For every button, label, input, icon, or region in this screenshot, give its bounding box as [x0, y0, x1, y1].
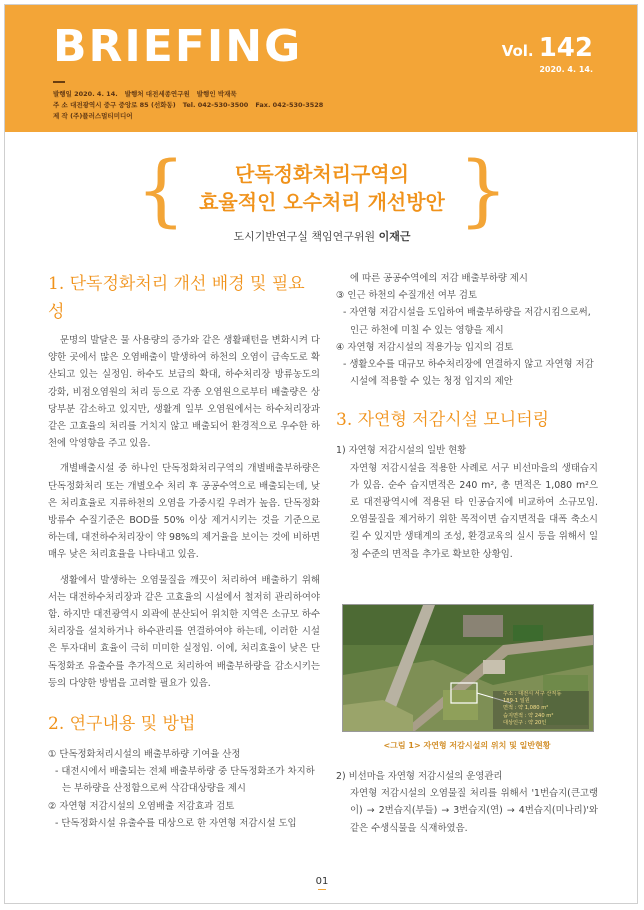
brand-logo: BRIEFING [53, 21, 303, 72]
photo-label-line: 습지면적 : 약 240 m² [503, 712, 554, 719]
volume [502, 33, 593, 63]
photo-label-line: 면적 : 약 1,080 m² [503, 705, 549, 712]
section-2-item-2-sub: - 단독정화시설 유출수를 대상으로 한 자연형 저감시설 도입 [55, 817, 297, 829]
section-1-para-3: 생활에서 발생하는 오염물질을 깨끗이 처리하여 배출하기 위해서는 대전하수처리장과 같은 고효율의 시설에서 철저히 관리하여야 함. 하지만 대전광역시 외곽에 분산되어 위치한 지역은 소규모 하수처리장을 설치하거나 하수관리를 연결하여야 하는데, 이러한 시설은 투자대비 효율이 극히 미미한 실정임. 이에, 처리효율이 낮은 단독정화조 유출수를 추가적으로 처리하여 배출부하량을 감소시키는 등의 다양한 방법을 고려할 필요가 있음. [48, 574, 320, 689]
section-2-item-1-sub: - 대전시에서 배출되는 전체 배출부하량 중 단독정화조가 차지하는 부하량을 산정함으로써 삭감대상량을 제시 [55, 766, 315, 795]
left-brace-icon: { [136, 146, 186, 236]
title-line-1: 단독정화처리구역의 [235, 162, 409, 186]
photo-label-line: 대상인구 : 약 20인 [503, 719, 547, 726]
author-name: 이재근 [378, 230, 411, 243]
photo-label [503, 691, 593, 727]
section-2-item-2: ② 자연형 저감시설의 오염배출 저감효과 검토 [48, 800, 235, 812]
fax: Fax. 042-530-3528 [255, 101, 324, 109]
figure-caption: <그림 1> 자연형 저감시설의 위치 및 일반현황 [383, 741, 551, 750]
volume-label: Vol. [501, 42, 534, 60]
right-column-bottom [336, 768, 598, 837]
site-aerial-photo [342, 604, 594, 732]
right-brace-icon: } [458, 146, 508, 236]
volume-number: 142 [538, 33, 593, 63]
section-2-item-3-sub: - 자연형 저감시설을 도입하여 배출부하량을 저감시킴으로써, 인근 하천에 미칠 수 있는 영향을 제시 [343, 307, 591, 336]
section-3-sub-2-title: 2) 비선마을 자연형 저감시설의 운영관리 [336, 771, 503, 782]
publisher: 발행처 대전세종연구원 [124, 90, 190, 98]
section-2-item-2-cont: 에 따른 공공수역에의 저감 배출부하량 제시 [350, 273, 528, 284]
photo-label-line: 주소 : 대전시 서구 산직동 [503, 691, 562, 697]
right-column [336, 270, 598, 563]
issue-date: 2020. 4. 14. [539, 65, 593, 74]
pub-date: 발행일 2020. 4. 14. [53, 90, 118, 98]
masthead [5, 5, 637, 132]
page-number-underline [318, 889, 326, 890]
title-block [130, 146, 514, 252]
section-2-item-3: ③ 인근 하천의 수질개선 여부 검토 [336, 290, 478, 302]
author [130, 228, 514, 244]
section-2-heading: 2. 연구내용 및 방법 [48, 714, 196, 735]
production: 제 작 (주)플러스멀티미디어 [53, 112, 133, 120]
section-3-sub-1-body: 자연형 저감시설을 적용한 사례로 서구 비선마을의 생태습지가 있음. 순수 습지면적은 240 m², 총 면적은 1,080 m²으로 대전광역시에 적용된 타 인공습지에 비교하여 소규모임. 오염물질을 제거하기 위한 목적이면 습지면적을 대폭 축소시킬 수 있지만 생태계의 조성, 환경교육의 실시 등을 위해서 일정 수준의 면적을 추가로 확보한 상황임. [350, 462, 598, 560]
tel: Tel. 042-530-3500 [182, 101, 249, 109]
section-3-sub-2-body: 자연형 저감시설의 오염물질 처리를 위해서 '1번습지(큰고랭이) → 2번습지(부들) → 3번습지(연) → 4번습지(미나리)'와 같은 수생식물을 식재하였음. [350, 788, 598, 834]
section-1-para-2: 개별배출시설 중 하나인 단독정화처리구역의 개별배출부하량은 단독정화처리 또는 개별오수 처리 후 공공수역으로 배출되는데, 낮은 처리효율로 지류하천의 오염을 가중시킬 우려가 높음. 단독정화 방류수 수질기준은 BOD를 50% 이상 제거시키는 것을 기준으로 하는데, 대전하수처리장이 약 98%의 제거율을 보이는 것에 비하면 매우 낮은 처리효율을 나타내고 있음. [48, 463, 320, 561]
section-3-sub-1-title: 1) 자연형 저감시설의 일반 현황 [336, 445, 467, 457]
section-2-item-4: ④ 자연형 저감시설의 적용가능 입지의 검토 [336, 341, 514, 353]
section-1-heading: 1. 단독정화처리 개선 배경 및 필요성 [48, 274, 305, 322]
title-line-2: 효율적인 오수처리 개선방안 [199, 190, 445, 214]
author-dept: 도시기반연구실 책임연구위원 [233, 230, 376, 243]
left-column [48, 270, 320, 832]
issuer: 발행인 박재묵 [196, 90, 237, 98]
section-2-item-1: ① 단독정화처리시설의 배출부하량 기여율 산정 [48, 749, 241, 761]
address: 주 소 대전광역시 중구 중앙로 85 (선화동) [53, 101, 176, 109]
section-1-para-1: 문명의 발달은 물 사용량의 증가와 같은 생활패턴을 변화시켜 다양한 곳에서 많은 오염배출이 발생하여 하천의 오염이 급속도로 확산되고 있는 실정임. 하수도 보급의 확대, 하수처리장 방류농도의 강화, 비점오염원의 처리 등으로 각종 오염원으로부터 배출량은 상당부분 감소하고 있지만, 생활계 일부 오염원에서는 하수처리장과 같은 고효율의 처리를 거치지 않고 배출되어 환경적으로 우수한 하천에 악영향을 주고 있음. [48, 335, 320, 450]
section-3-heading: 3. 자연형 저감시설 모니터링 [336, 410, 550, 431]
header-divider [53, 81, 65, 83]
page-number: 01 [315, 876, 329, 887]
publication-info [53, 89, 330, 122]
section-2-item-4-sub: - 생활오수를 대규모 하수처리장에 연결하지 않고 자연형 저감시설에 적용할 수 있는 청정 입지의 제안 [343, 359, 594, 388]
photo-label-line: 189-1 일원 [503, 698, 530, 705]
